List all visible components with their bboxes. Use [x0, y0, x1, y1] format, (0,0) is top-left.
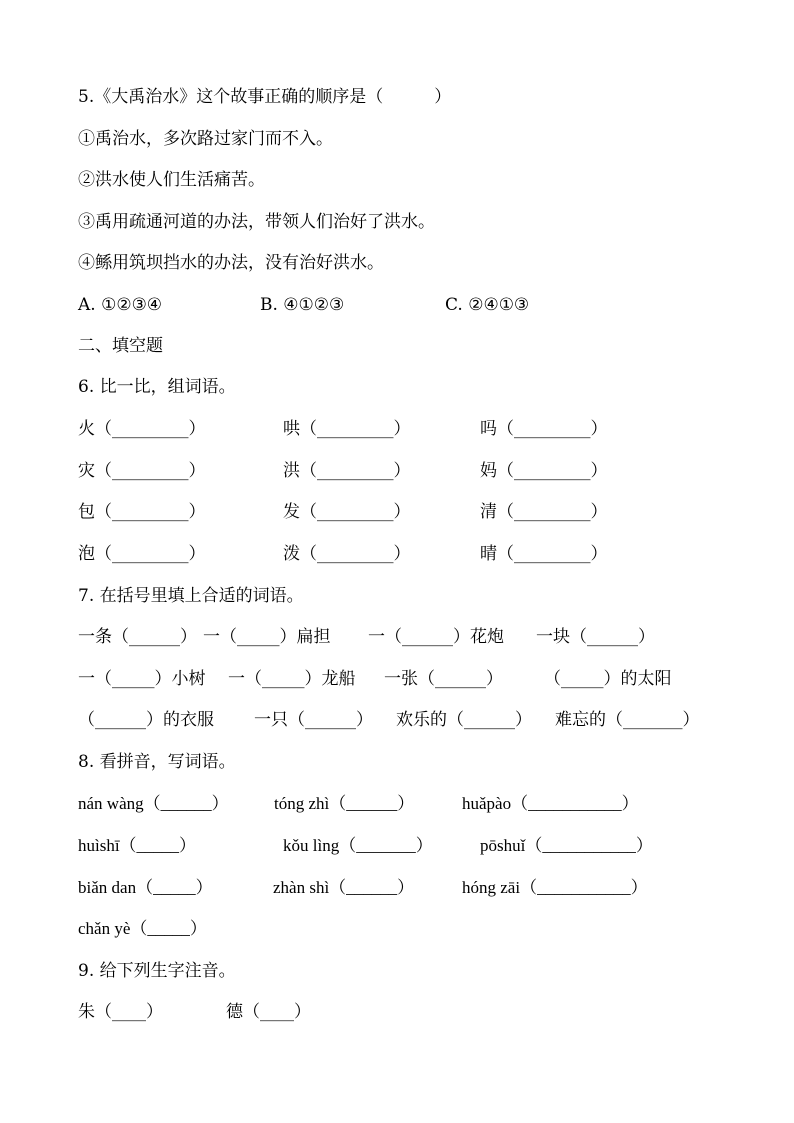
q6-blank: 泼（_________）: [283, 544, 411, 564]
q7-blank: 一条（______）: [78, 627, 197, 647]
q7-blank: （______）的衣服: [78, 710, 214, 730]
q7-blank: 一块（______）: [536, 627, 655, 647]
q6-blank: 泡（_________）: [78, 544, 206, 564]
q5-item-3: ③禹用疏通河道的办法，带领人们治好了洪水。: [78, 212, 435, 232]
q8-blank: kǒu lìng（_______）: [283, 836, 433, 855]
q8-blank: nán wàng（______）: [78, 794, 229, 813]
q5-option-a: A. ①②③④: [78, 295, 163, 315]
q5-item-4: ④鲧用筑坝挡水的办法，没有治好洪水。: [78, 253, 384, 273]
q7-blank: 一（_____）扁担: [203, 627, 331, 647]
q7-blank: （_____）的太阳: [544, 669, 672, 689]
q6-blank: 晴（_________）: [480, 544, 608, 564]
q7-blank: 一（_____）小树: [78, 669, 206, 689]
q8-blank: biǎn dan（_____）: [78, 878, 213, 897]
q6-blank: 妈（_________）: [480, 461, 608, 481]
q7-blank: 难忘的（_______）: [555, 710, 700, 730]
q9-stem: 9. 给下列生字注音。: [78, 961, 236, 981]
q6-blank: 火（_________）: [78, 419, 206, 439]
q9-blank: 朱（____）: [78, 1002, 163, 1022]
section-title: 二、填空题: [78, 336, 163, 356]
q5-stem: 5.《大禹治水》这个故事正确的顺序是（ ）: [78, 87, 452, 107]
q6-blank: 吗（_________）: [480, 419, 608, 439]
q8-blank: chǎn yè（_____）: [78, 919, 207, 938]
q6-blank: 哄（_________）: [283, 419, 411, 439]
q8-stem: 8. 看拼音，写词语。: [78, 752, 236, 772]
q8-blank: huìshī（_____）: [78, 836, 197, 855]
q9-blank: 德（____）: [226, 1002, 311, 1022]
q5-option-c: C. ②④①③: [445, 295, 530, 315]
q6-blank: 灾（_________）: [78, 461, 206, 481]
q7-blank: 一（_____）龙船: [228, 669, 356, 689]
q8-blank: pōshuǐ（___________）: [480, 836, 653, 855]
q6-stem: 6. 比一比，组词语。: [78, 377, 236, 397]
q6-blank: 包（_________）: [78, 502, 206, 522]
q8-blank: zhàn shì（______）: [273, 878, 415, 897]
q5-item-1: ①禹治水，多次路过家门而不入。: [78, 129, 333, 149]
q7-blank: 一只（______）: [254, 710, 373, 730]
q7-stem: 7. 在括号里填上合适的词语。: [78, 586, 304, 606]
q5-option-b: B. ④①②③: [260, 295, 345, 315]
q6-blank: 清（_________）: [480, 502, 608, 522]
q5-item-2: ②洪水使人们生活痛苦。: [78, 170, 265, 190]
q6-blank: 发（_________）: [283, 502, 411, 522]
q8-blank: tóng zhì（______）: [274, 794, 415, 813]
q7-blank: 一（______）花炮: [368, 627, 504, 647]
q8-blank: hóng zāi（___________）: [462, 878, 648, 897]
q7-blank: 欢乐的（______）: [396, 710, 532, 730]
q7-blank: 一张（______）: [384, 669, 503, 689]
q8-blank: huǎpào（___________）: [462, 794, 639, 813]
q6-blank: 洪（_________）: [283, 461, 411, 481]
